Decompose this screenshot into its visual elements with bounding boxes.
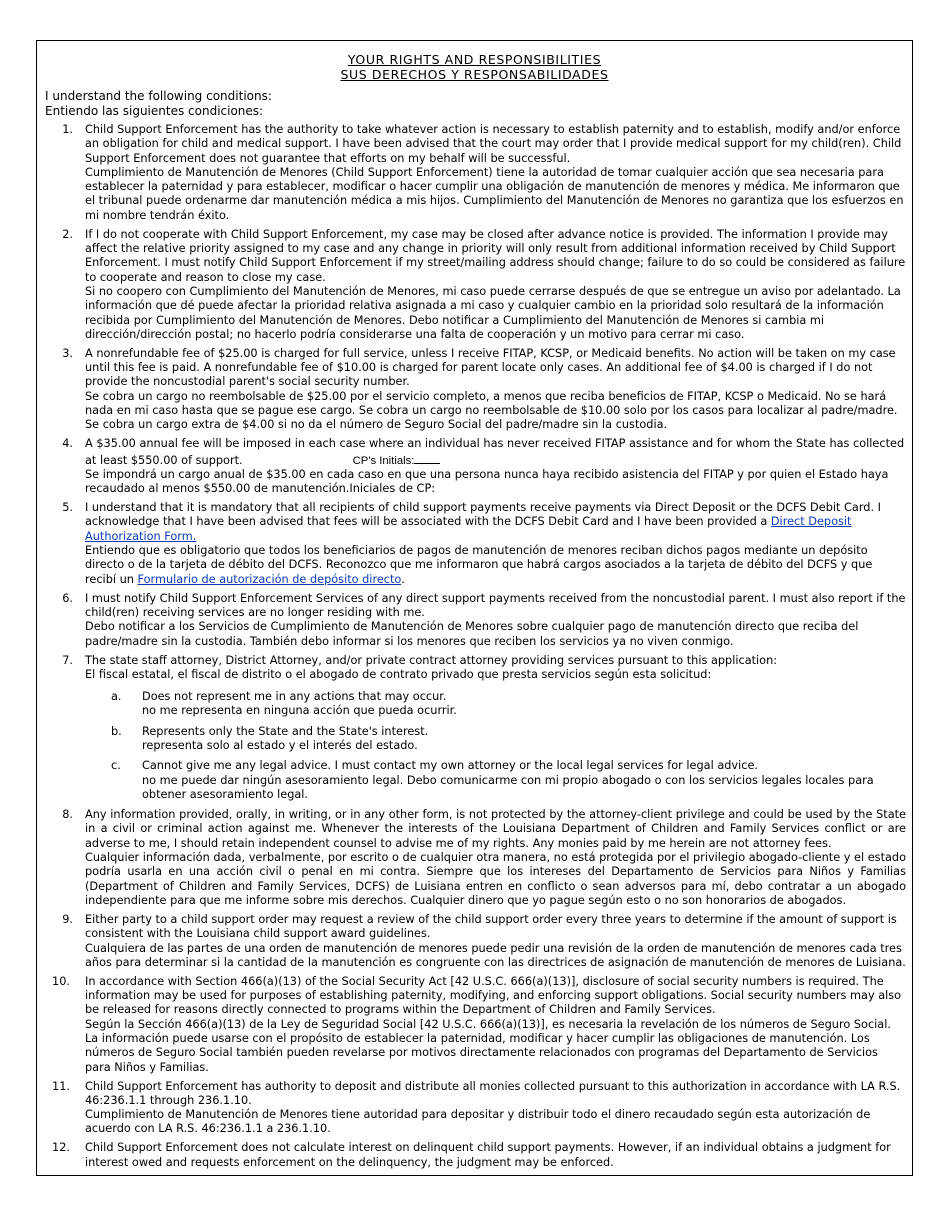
item-text-en: A nonrefundable fee of $25.00 is charged for full service, unless I receive FITAP, KCSP, or Medicaid benefits. No action will be taken on my case until this fee is paid. A nonrefundable fee of $10.00 is charged for parent locate only cases. An additional fee of $4.00 is charged if I do not provide the noncustodial parent's social security number. — [85, 346, 896, 389]
item-text-es: Se cobra un cargo no reembolsable de $25.00 por el servicio completo, a menos que reciba beneficios de FITAP, KCSP o Medicaid. No se hará nada en mi caso hasta que se pague ese cargo. Se cobra un cargo no reembolsable de $10.00 solo por los casos para localizar al padre/madre. Se cobra un cargo extra de $4.00 si no da el número de Seguro Social del padre/madre sin la custodia. — [85, 389, 898, 432]
sub-list — [85, 690, 906, 802]
sub-item-letter: b. — [111, 724, 122, 738]
intro-english: I understand the following conditions: — [45, 89, 272, 103]
item-text-en: A $35.00 annual fee will be imposed in each case where an individual has never received FITAP assistance and for whom the State has collected at least $550.00 of support. — [85, 437, 905, 467]
sub-item-text-en: Does not represent me in any actions that may occur. — [142, 690, 447, 704]
item-text-en: Any information provided, orally, in writing, or in any other form, is not protected by the attorney-client privilege and could be used by the State in a civil or criminal action against me. Whenever the interests of the Louisiana Department of Children and Family Services conflict or are adverse to me, I should retain independent counsel to advise me of my rights. Any monies paid by me herein are not attorney fees. — [85, 808, 906, 850]
condition-item-10 — [37, 975, 912, 1075]
item-number: 4. — [62, 437, 73, 451]
condition-item-5 — [37, 501, 912, 587]
condition-item-9 — [37, 913, 912, 970]
sub-item-a — [85, 690, 906, 719]
item-text-en-wrap — [85, 437, 906, 468]
condition-item-12 — [37, 1141, 912, 1170]
item-text-es: El fiscal estatal, el fiscal de distrito o el abogado de contrato privado que presta servicios según esta solicitud: — [85, 667, 712, 681]
sub-item-text-es: representa solo al estado y el interés del estado. — [142, 739, 418, 752]
item-text-es: Entiendo que es obligatorio que todos los beneficiarios de pagos de manutención de menores reciban dichos pagos mediante un depósito directo o de la tarjeta de débito del DCFS. Reconozco que me informaron que habrá cargos asociados a la tarjeta de débito del DCFS y que recibí un — [85, 544, 873, 586]
condition-item-8 — [37, 808, 912, 908]
cp-initials-label: CP's Initials: — [352, 454, 415, 467]
item-text-es: Cualquier información dada, verbalmente, por escrito o de cualquier otra manera, no está protegida por el privilegio abogado-cliente y el estado podría usarla en una acción civil o penal en mi contra. Siempre que los intereses del Departamento de Servicios para Niños y Familias (Department of Children and Family Services, DCFS) de Luisiana entren en conflicto o sean adversos para mí, debo contratar a un abogado independiente para que me informe sobre mis derechos. Cualquier dinero que yo pague según esto o no son honorarios de abogados. — [85, 851, 906, 907]
sub-item-letter: c. — [111, 759, 121, 773]
sub-item-text-es: no me representa en ninguna acción que pueda ocurrir. — [142, 704, 457, 718]
item-number: 10. — [52, 974, 70, 988]
item-text-es: Debo notificar a los Servicios de Cumplimiento de Manutención de Menores sobre cualquier pago de manutención directo que reciba del padre/madre sin la custodia. También debo informar si los menores que reciben los servicios ya no viven conmigo. — [85, 620, 859, 648]
item-number: 8. — [62, 808, 73, 822]
item-number: 9. — [62, 912, 73, 926]
item-text-en: If I do not cooperate with Child Support Enforcement, my case may be closed after advance notice is provided. The information I provide may affect the relative priority assigned to my case and any change in priority will only result from additional information received by Child Support Enforcement. I must notify Child Support Enforcement if my street/mailing address should change; failure to do so could be considered as failure to cooperate and reason to close my case. — [85, 227, 906, 284]
direct-deposit-form-link[interactable]: Direct Deposit Authorization Form. — [85, 515, 852, 543]
item-number: 11. — [52, 1079, 70, 1093]
condition-item-4 — [37, 437, 912, 496]
item-text-es: Se impondrá un cargo anual de $35.00 en cada caso en que una persona nunca haya recibido asistencia del FITAP y por quien el Estado haya recaudado al menos $550.00 de manutención.Iniciales de CP: — [85, 467, 889, 496]
item-text-es: Si no coopero con Cumplimiento del Manutención de Menores, mi caso puede cerrarse después de que se entregue un aviso por adelantado. La información que dé puede afectar la prioridad relativa asignada a mi caso y cualquier cambio en la prioridad solo resultará de la información recibida por Cumplimiento del Manutención de Menores. Debo notificar a Cumplimiento del Manutención de Menores si cambia mi dirección/dirección postal; no hacerlo podría considerarse una falta de cooperación y un motivo para cerrar mi caso. — [85, 284, 901, 341]
item-text-es-wrap — [85, 544, 906, 587]
condition-item-7 — [37, 654, 912, 803]
item-text-en: Child Support Enforcement has authority to deposit and distribute all monies collected pursuant to this authorization in accordance with LA R.S. 46:236.1.1 through 236.1.10. — [85, 1079, 901, 1107]
sub-item-text-en: Cannot give me any legal advice. I must contact my own attorney or the local legal services for legal advice. — [142, 759, 758, 773]
direct-deposit-form-link-es[interactable]: Formulario de autorización de depósito directo — [137, 572, 402, 586]
item-text-es: Cumplimiento de Manutención de Menores tiene autoridad para depositar y distribuir todo el dinero recaudado según esta autorización de acuerdo con LA R.S. 46:236.1.1 a 236.1.10. — [85, 1108, 871, 1136]
item-number: 3. — [62, 346, 73, 360]
condition-item-2 — [37, 228, 912, 342]
item-text-es-end: . — [401, 572, 405, 586]
condition-item-6 — [37, 592, 912, 649]
item-number: 1. — [62, 123, 73, 136]
condition-item-3 — [37, 347, 912, 433]
sub-item-text-es: no me puede dar ningún asesoramiento legal. Debo comunicarme con mi propio abogado o con los servicios legales locales para obtener asesoramiento legal. — [142, 773, 874, 801]
condition-item-11 — [37, 1080, 912, 1137]
item-number: 6. — [62, 591, 73, 605]
item-number: 5. — [62, 501, 73, 515]
sub-item-c — [85, 759, 906, 802]
item-text-es: Según la Sección 466(a)(13) de la Ley de Seguridad Social [42 U.S.C. 666(a)(13)], es necesaria la revelación de los números de Seguro Social. La información puede usarse con el propósito de establecer la paternidad, modificar y hacer cumplir las obligaciones de manutención. Los números de Seguro Social también pueden revelarse por motivos directamente relacionados con programas del Departamento de Servicios para Niños y Familias. — [85, 1017, 891, 1074]
title-english: YOUR RIGHTS AND RESPONSIBILITIES — [347, 52, 602, 67]
item-text-es: Cualquiera de las partes de una orden de manutención de menores puede pedir una revisión de la orden de manutención de menores cada tres años para determinar si la cantidad de la manutención es congruente con las directrices de asignación de manutención de menores de Luisiana. — [85, 941, 906, 969]
item-text-en: Child Support Enforcement has the authority to take whatever action is necessary to establish paternity and to establish, modify and/or enforce an obligation for child and medical support. I have been advised that the court may order that I provide medical support for my child(ren). Child Support Enforcement does not guarantee that efforts on my behalf will be successful. — [85, 123, 902, 165]
condition-item-1 — [37, 123, 912, 223]
intro-spanish: Entiendo las siguientes condiciones: — [45, 103, 264, 118]
conditions-list — [37, 123, 912, 1170]
item-text-en: Either party to a child support order may request a review of the child support order every three years to determine if the amount of support is consistent with the Louisiana child support award guidelines. — [85, 912, 897, 941]
item-text-es: Cumplimiento de Manutención de Menores (Child Support Enforcement) tiene la autoridad de tomar cualquier acción que sea necesaria para establecer la paternidad y para establecer, modificar o hacer cumplir una obligación de manutención de menores y médica. Me informaron que el tribunal puede ordenarme dar manutención médica a mis hijos. Cumplimiento del Manutención de Menores no garantiza que los esfuerzos en mi nombre tendrán éxito. — [85, 165, 904, 222]
item-text-en: The state staff attorney, District Attorney, and/or private contract attorney providing services pursuant to this application: — [85, 653, 778, 667]
item-number: 2. — [62, 227, 73, 241]
title-spanish: SUS DERECHOS Y RESPONSABILIDADES — [340, 67, 609, 82]
item-number: 12. — [52, 1141, 70, 1155]
cp-initials-field[interactable] — [414, 452, 440, 464]
sub-item-b — [85, 725, 906, 754]
item-text-en: Child Support Enforcement does not calculate interest on delinquent child support payments. However, if an individual obtains a judgment for interest owed and requests enforcement on the delinquency, the judgment may be enforced. — [85, 1141, 891, 1169]
item-text-en: I must notify Child Support Enforcement Services of any direct support payments received from the noncustodial parent. I must also report if the child(ren) receiving services are no longer residing with me. — [85, 591, 906, 619]
item-text-en: I understand that it is mandatory that all recipients of child support payments receive payments via Direct Deposit or the DCFS Debit Card. I acknowledge that I have been advised that fees will be associated with the DCFS Debit Card and I have been provided a — [85, 501, 881, 529]
intro — [45, 89, 912, 118]
item-number: 7. — [62, 653, 73, 667]
sub-item-text-en: Represents only the State and the State's interest. — [142, 724, 429, 738]
item-text-en: In accordance with Section 466(a)(13) of the Social Security Act [42 U.S.C. 666(a)(13)], disclosure of social security numbers is required. The information may be used for purposes of establishing paternity, modifying, and enforcing support obligations. Social security numbers may also be released for reasons directly connected to programs within the Department of Children and Family Services. — [85, 974, 902, 1017]
sub-item-letter: a. — [111, 690, 122, 704]
item-text-en-wrap — [85, 501, 906, 544]
document-frame — [36, 40, 913, 1176]
